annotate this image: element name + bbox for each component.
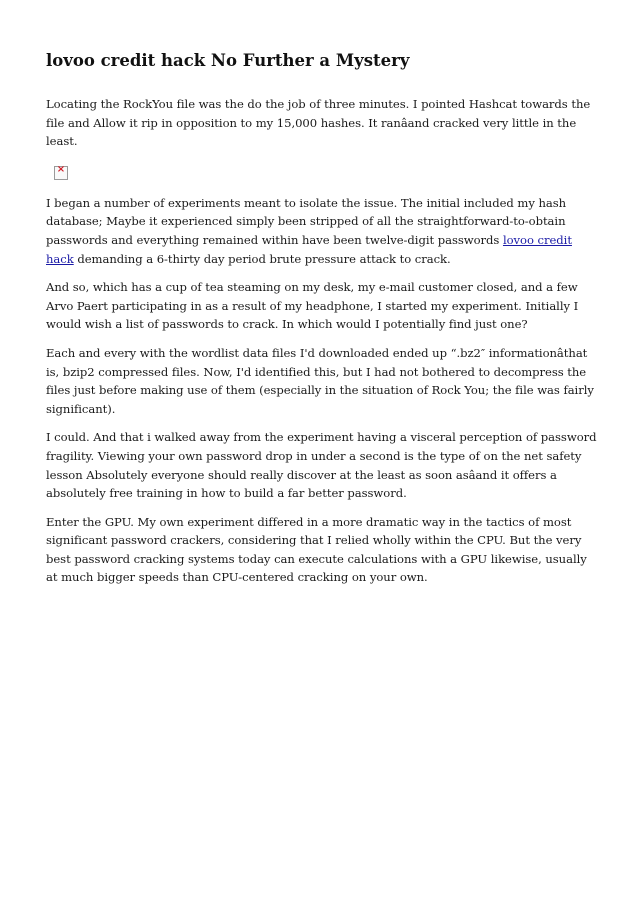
broken-image-icon: ×: [54, 166, 68, 180]
page-title: lovoo credit hack No Further a Mystery: [46, 51, 410, 70]
paragraph-3: And so, which has a cup of tea steaming on my desk, my e-mail customer closed, and a few Arvo Paert participating in as a result of my headphone, I started my experiment. Initially I would wish a list of passwords to crack. In which would I potentially find just one?: [46, 280, 579, 332]
lovoo-credit-hack-link[interactable]: lovoo credit hack: [46, 232, 572, 266]
paragraph-2-text-before: I began a number of experiments meant to isolate the issue. The initial included my hash database; Maybe it experienced simply been stripped of all the straightforward-to-obtain passwords and everything remained within have been twelve-digit passwords: [46, 195, 567, 247]
document-page: [46, 50, 598, 597]
paragraph-5: I could. And that i walked away from the experiment having a visceral perception of password fragility. Viewing your own password drop in under a second is the type of on the net safety lesson Absolutely everyone should really discover at the least as soon asâand it offers a absolutely free training in how to build a far better password.: [46, 430, 597, 501]
paragraph-6: Enter the GPU. My own experiment differed in a more dramatic way in the tactics of most significant password crackers, considering that I relied wholly within the CPU. But the very best password cracking systems today can execute calculations with a GPU likewise, usually at much bigger speeds than CPU-centered cracking on your own.: [46, 514, 587, 585]
paragraph-2-text-after: demanding a 6-thirty day period brute pressure attack to crack.: [73, 251, 451, 266]
image-container: [46, 161, 598, 191]
paragraph-2: [46, 194, 598, 268]
paragraph-1: Locating the RockYou file was the do the job of three minutes. I pointed Hashcat towards the file and Allow it rip in opposition to my 15,000 hashes. It ranâand cracked very little in the least.: [46, 97, 591, 149]
paragraph-4: Each and every with the wordlist data files I'd downloaded ended up “.bz2″ informationâthat is, bzip2 compressed files. Now, I'd identified this, but I had not bothered to decompress the files just before making use of them (especially in the situation of Rock You; the file was fairly significant).: [46, 345, 594, 416]
